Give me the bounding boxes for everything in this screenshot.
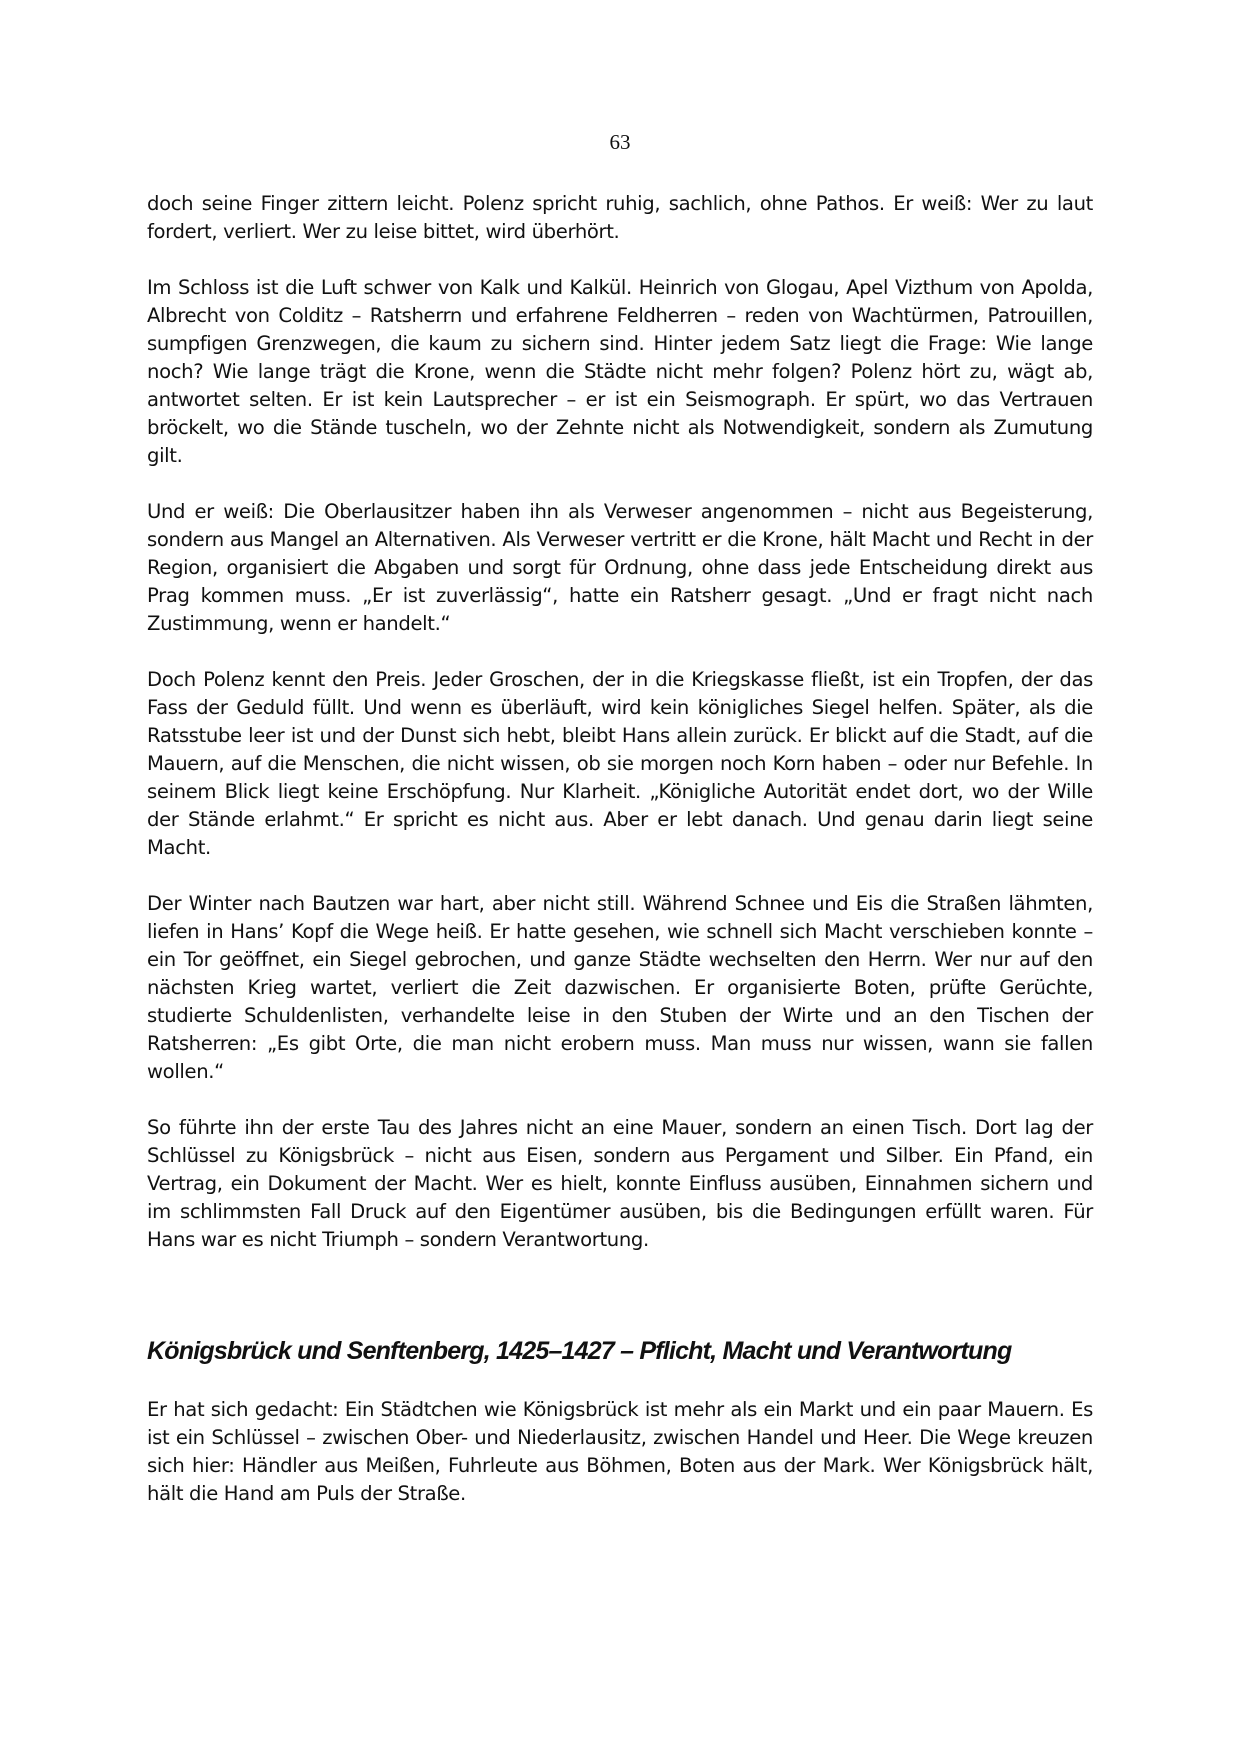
paragraph: Im Schloss ist die Luft schwer von Kalk und Kalkül. Heinrich von Glogau, Apel Vizthum von Apolda, Albrecht von Colditz – Ratsherrn und erfahrene Feldherren – reden von Wachtürmen, Patrouillen, sumpfigen Grenzwegen, die kaum zu sichern sind. Hinter jedem Satz liegt die Frage: Wie lange noch? Wie lange trägt die Krone, wenn die Städte nicht mehr folgen? Polenz hört zu, wägt ab, antwortet selten. Er ist kein Lautsprecher – er ist ein Seismograph. Er spürt, wo das Vertrauen bröckelt, wo die Stände tuscheln, wo der Zehnte nicht als Notwendigkeit, sondern als Zumutung gilt. [147, 276, 1093, 467]
paragraph: Und er weiß: Die Oberlausitzer haben ihn als Verweser angenommen – nicht aus Begeisterung, sondern aus Mangel an Alternativen. Als Verweser vertritt er die Krone, hält Macht und Recht in der Region, organisiert die Abgaben und sorgt für Ordnung, ohne dass jede Entscheidung direkt aus Prag kommen muss. „Er ist zuverlässig“, hatte ein Ratsherr gesagt. „Und er fragt nicht nach Zustimmung, wenn er handelt.“ [147, 500, 1093, 635]
page-number: 63 [609, 130, 631, 154]
paragraph: doch seine Finger zittern leicht. Polenz spricht ruhig, sachlich, ohne Pathos. Er weiß: Wer zu laut fordert, verliert. Wer zu leise bittet, wird überhört. [147, 192, 1093, 243]
paragraph: Doch Polenz kennt den Preis. Jeder Groschen, der in die Kriegskasse fließt, ist ein Tropfen, der das Fass der Geduld füllt. Und wenn es überläuft, wird kein königliches Siegel helfen. Später, als die Ratsstube leer ist und der Dunst sich hebt, bleibt Hans allein zurück. Er blickt auf die Stadt, auf die Mauern, auf die Menschen, die nicht wissen, ob sie morgen noch Korn haben – oder nur Befehle. In seinem Blick liegt keine Erschöpfung. Nur Klarheit. „Königliche Autorität endet dort, wo der Wille der Stände erlahmt.“ Er spricht es nicht aus. Aber er lebt danach. Und genau darin liegt seine Macht. [147, 668, 1093, 859]
paragraph: Er hat sich gedacht: Ein Städtchen wie Königsbrück ist mehr als ein Markt und ein paar Mauern. Es ist ein Schlüssel – zwischen Ober- und Niederlausitz, zwischen Handel und Heer. Die Wege kreuzen sich hier: Händler aus Meißen, Fuhrleute aus Böhmen, Boten aus der Mark. Wer Königsbrück hält, hält die Hand am Puls der Straße. [147, 1398, 1093, 1505]
paragraph: So führte ihn der erste Tau des Jahres nicht an eine Mauer, sondern an einen Tisch. Dort lag der Schlüssel zu Königsbrück – nicht aus Eisen, sondern aus Pergament und Silber. Ein Pfand, ein Vertrag, ein Dokument der Macht. Wer es hielt, konnte Einfluss ausüben, Einnahmen sichern und im schlimmsten Fall Druck auf den Eigentümer ausüben, bis die Bedingungen erfüllt waren. Für Hans war es nicht Triumph – sondern Verantwortung. [147, 1116, 1093, 1251]
paragraph: Der Winter nach Bautzen war hart, aber nicht still. Während Schnee und Eis die Straßen lähmten, liefen in Hans’ Kopf die Wege heiß. Er hatte gesehen, wie schnell sich Macht verschieben konnte – ein Tor geöffnet, ein Siegel gebrochen, und ganze Städte wechselten den Herrn. Wer nur auf den nächsten Krieg wartet, verliert die Zeit dazwischen. Er organisierte Boten, prüfte Gerüchte, studierte Schuldenlisten, verhandelte leise in den Stuben der Wirte und an den Tischen der Ratsherren: „Es gibt Orte, die man nicht erobern muss. Man muss nur wissen, wann sie fallen wollen.“ [147, 892, 1093, 1083]
section-heading: Königsbrück und Senftenberg, 1425–1427 – Pflicht, Macht und Verantwortung [147, 1337, 1012, 1365]
document-body [147, 190, 1093, 1536]
